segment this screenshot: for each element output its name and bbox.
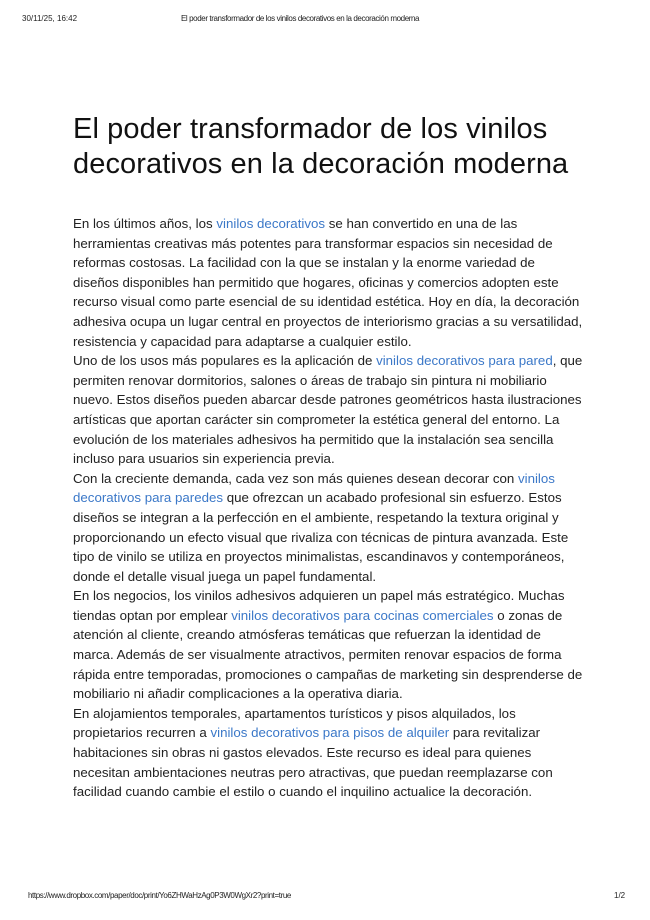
paragraph-text: , que permiten renovar dormitorios, salones o áreas de trabajo sin pintura ni mobiliario nuevo. Estos diseños pueden abarcar desde patrones geométricos hasta ilustraciones artísticas que aportan carácter sin comprometer la estética general del entorno. La evolución de los materiales adhesivos ha permitido que la instalación sea sencilla incluso para usuarios sin experiencia previa. [73,353,583,467]
paragraph-1 [73,214,583,351]
paragraph-text: que ofrezcan un acabado profesional sin esfuerzo. Estos diseños se integran a la perfección en el ambiente, respetando la textura original y proporcionando un efecto visual que rivaliza con técnicas de pintura avanzada. Este tipo de vinilo se utiliza en proyectos minimalistas, escandinavos y contemporáneos, donde el detalle visual juega un papel fundamental. [73,490,569,584]
paragraph-text: En los últimos años, los [73,216,217,231]
paragraph-text: para revitalizar habitaciones sin obras ni gastos elevados. Este recurso es ideal para quienes necesitan ambientaciones neutras pero atractivas, que puedan reemplazarse con facilidad cuando cambie el estilo o cuando el inquilino actualice la decoración. [73,725,553,800]
print-doc-title: El poder transformador de los vinilos decorativos en la decoración moderna [181,14,420,23]
print-header [0,14,650,28]
paragraph-text: Uno de los usos más populares es la aplicación de [73,353,377,369]
print-date: 30/11/25, 16:42 [22,14,78,23]
article [73,112,583,802]
paragraph-text: o zonas de atención al cliente, creando atmósferas temáticas que refuerzan la identidad de marca. Además de ser visualmente atractivos, permiten renovar espacios de forma rápida entre temporadas, promociones o campañas de marketing sin desprenderse de mobiliario ni añadir complicaciones a la operativa diaria. [73,607,583,702]
link-vinilos-paredes[interactable]: vinilos decorativos para paredes [73,470,555,506]
paragraph-4 [73,586,583,704]
article-title: El poder transformador de los vinilos decorativos en la decoración moderna [73,113,569,180]
print-footer [0,891,650,905]
page-number: 1/2 [614,891,626,900]
paragraph-5 [73,704,583,802]
paragraph-text: En alojamientos temporales, apartamentos turísticos y pisos alquilados, los propietarios recurren a [73,705,516,741]
link-vinilos-pared[interactable]: vinilos decorativos para pared [376,353,553,369]
paragraph-text: Con la creciente demanda, cada vez son más quienes desean decorar con [73,470,518,486]
link-vinilos-cocinas-comerciales[interactable]: vinilos decorativos para cocinas comerciales [231,607,494,623]
paragraph-text: En los negocios, los vinilos adhesivos adquieren un papel más estratégico. Muchas tiendas optan por emplear [73,588,565,623]
paragraph-text: se han convertido en una de las herramientas creativas más potentes para transformar espacios sin necesidad de reformas costosas. La facilidad con la que se instalan y la enorme variedad de diseños disponibles han permitido que hogares, oficinas y comercios adopten este recurso visual como parte esencial de su identidad estética. Hoy en día, la decoración adhesiva ocupa un lugar central en proyectos de interiorismo gracias a su versatilidad, resistencia y capacidad para adaptarse a cualquier estilo. [73,216,583,349]
paragraph-3 [73,469,583,587]
print-url: https://www.dropbox.com/paper/doc/print/Yo6ZHWaHzAg0P3W0WgXr2?print=true [28,891,291,900]
link-vinilos-pisos-alquiler[interactable]: vinilos decorativos para pisos de alquiler [210,725,450,741]
paragraph-2 [73,351,583,469]
article-body [73,214,583,802]
link-vinilos-decorativos[interactable]: vinilos decorativos [216,216,326,231]
